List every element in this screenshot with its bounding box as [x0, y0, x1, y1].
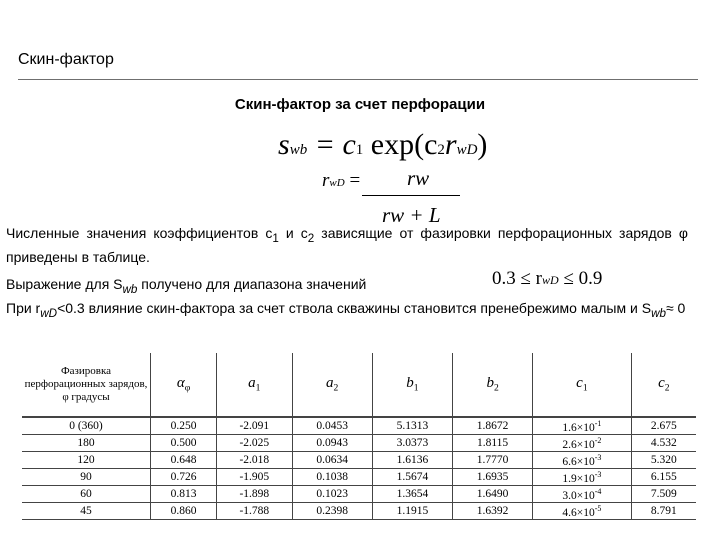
cell-b1: 1.3654	[372, 486, 452, 503]
p3-text-a: При r	[6, 300, 41, 316]
cell-phase: 180	[22, 435, 151, 452]
cell-c2: 8.791	[631, 503, 696, 520]
p2-text-b: получено для диапазона значений	[137, 276, 367, 292]
range-text: 0.3 ≤ r	[492, 268, 543, 289]
cell-a2: 0.0634	[292, 452, 372, 469]
cell-phase: 90	[22, 469, 151, 486]
header-c1-sub: 1	[582, 382, 588, 394]
slide-title: Скин-фактор	[18, 51, 114, 68]
subtitle: Скин-фактор за счет перфорации	[234, 96, 486, 113]
header-b1-sym: b	[406, 375, 414, 392]
coefficients-table	[22, 353, 696, 520]
header-a1-sub: 1	[255, 382, 261, 394]
header-b2-sym: b	[486, 375, 494, 392]
cell-c2: 2.675	[631, 417, 696, 435]
fraction-bar	[362, 195, 460, 196]
c1-mantissa: 3.0×10	[562, 489, 595, 502]
c1-exponent: -2	[594, 435, 602, 445]
cell-phase: 0 (360)	[22, 417, 151, 435]
cell-alpha: 0.860	[151, 503, 217, 520]
paragraph-coefficients	[6, 224, 688, 267]
cell-a1: -2.018	[217, 452, 293, 469]
formula-eq: = c	[307, 128, 356, 161]
cell-a2: 0.1023	[292, 486, 372, 503]
cell-a2: 0.0943	[292, 435, 372, 452]
cell-c1	[533, 417, 631, 435]
cell-a2: 0.1038	[292, 469, 372, 486]
cell-c1	[533, 486, 631, 503]
header-b2-sub: 2	[493, 382, 499, 394]
header-c1-sym: c	[576, 375, 583, 392]
c1-exponent: -4	[594, 486, 602, 496]
table-row	[22, 417, 696, 435]
header-alpha-sym: α	[176, 375, 185, 392]
c1-mantissa: 4.6×10	[562, 506, 595, 519]
header-b1-sub: 1	[413, 382, 419, 394]
rwd-r: r	[322, 170, 330, 191]
formula-r: r	[444, 128, 457, 161]
p1-text-b: и c	[278, 225, 308, 241]
header-c2-sym: c	[658, 375, 665, 392]
cell-phase: 45	[22, 503, 151, 520]
cell-phase: 60	[22, 486, 151, 503]
header-a2-sub: 2	[333, 382, 339, 394]
cell-c1	[533, 469, 631, 486]
c1-mantissa: 1.9×10	[562, 472, 595, 485]
cell-b2: 1.6490	[452, 486, 532, 503]
cell-c1	[533, 452, 631, 469]
rwd-r-sub: wD	[329, 177, 345, 189]
c1-mantissa: 2.6×10	[562, 438, 595, 451]
cell-a1: -2.091	[217, 417, 293, 435]
cell-a2: 0.0453	[292, 417, 372, 435]
cell-c1	[533, 435, 631, 452]
skin-formula	[278, 128, 487, 162]
cell-phase: 120	[22, 452, 151, 469]
header-b1	[372, 353, 452, 417]
rwd-eq: =	[344, 170, 361, 191]
formula-s-sub: wb	[289, 142, 308, 158]
rwd-numerator: rw	[407, 166, 430, 190]
header-c2	[631, 353, 696, 417]
p3-text-b: <0.3 влияние скин-фактора за счет ствола скважины становится пренебрежимо малым и S	[57, 300, 652, 316]
c1-exponent: -3	[594, 452, 602, 462]
p3-text-c: ≈ 0	[665, 300, 686, 316]
cell-b2: 1.6935	[452, 469, 532, 486]
cell-a1: -1.905	[217, 469, 293, 486]
c1-mantissa: 1.6×10	[562, 421, 595, 434]
header-a1-sym: a	[248, 375, 256, 392]
p1-text-c: зависящие от фазировки перфорационных зарядов φ приведены в таблице.	[6, 225, 688, 265]
p1-sub1: 1	[272, 231, 279, 245]
header-alpha-sub: φ	[184, 382, 191, 394]
header-a2	[292, 353, 372, 417]
cell-b1: 1.5674	[372, 469, 452, 486]
cell-c2: 6.155	[631, 469, 696, 486]
formula-exp: exp(c	[363, 128, 438, 161]
table-row	[22, 503, 696, 520]
p2-text-a: Выражение для S	[6, 276, 123, 292]
cell-alpha: 0.648	[151, 452, 217, 469]
p3-sub: wD	[40, 306, 58, 320]
range-sub: wD	[542, 273, 559, 287]
p2-sub: wb	[122, 282, 138, 296]
cell-alpha: 0.813	[151, 486, 217, 503]
table-row	[22, 452, 696, 469]
formula-close: )	[477, 128, 488, 161]
p1-text-a: Численные значения коэффициентов c	[6, 225, 273, 241]
formula-c2-sub: 2	[437, 142, 445, 158]
header-a2-sym: a	[326, 375, 334, 392]
title-underline	[18, 79, 698, 80]
range-tail: ≤ 0.9	[558, 268, 603, 289]
cell-a1: -1.788	[217, 503, 293, 520]
cell-alpha: 0.726	[151, 469, 217, 486]
c1-exponent: -1	[594, 418, 602, 428]
cell-b2: 1.7770	[452, 452, 532, 469]
header-a1	[217, 353, 293, 417]
cell-b1: 5.1313	[372, 417, 452, 435]
p3-sub2: wb	[651, 306, 666, 320]
range-formula	[492, 268, 602, 290]
cell-a1: -1.898	[217, 486, 293, 503]
header-phase: Фазировка перфорационных зарядов, φ градусы	[22, 353, 151, 417]
p1-sub2: 2	[307, 231, 315, 245]
cell-a2: 0.2398	[292, 503, 372, 520]
formula-c1-sub: 1	[355, 142, 364, 158]
formula-r-sub: wD	[456, 142, 478, 158]
cell-c2: 7.509	[631, 486, 696, 503]
cell-b1: 1.6136	[372, 452, 452, 469]
cell-c1	[533, 503, 631, 520]
cell-a1: -2.025	[217, 435, 293, 452]
c1-mantissa: 6.6×10	[562, 455, 595, 468]
c1-exponent: -3	[594, 469, 602, 479]
cell-c2: 5.320	[631, 452, 696, 469]
header-b2	[452, 353, 532, 417]
cell-b2: 1.8115	[452, 435, 532, 452]
header-c2-sub: 2	[664, 382, 670, 394]
c1-exponent: -5	[594, 503, 602, 513]
cell-b1: 1.1915	[372, 503, 452, 520]
table-header-row	[22, 353, 696, 417]
rwd-denominator: rw + L	[382, 203, 441, 227]
cell-b2: 1.8672	[452, 417, 532, 435]
cell-alpha: 0.250	[151, 417, 217, 435]
paragraph-negligible	[6, 299, 688, 323]
cell-b1: 3.0373	[372, 435, 452, 452]
table-row	[22, 435, 696, 452]
table-row	[22, 469, 696, 486]
formula-s: s	[278, 128, 290, 161]
rwd-lhs	[322, 170, 360, 192]
header-c1	[533, 353, 631, 417]
cell-b2: 1.6392	[452, 503, 532, 520]
header-alpha	[151, 353, 217, 417]
cell-alpha: 0.500	[151, 435, 217, 452]
cell-c2: 4.532	[631, 435, 696, 452]
table-row	[22, 486, 696, 503]
